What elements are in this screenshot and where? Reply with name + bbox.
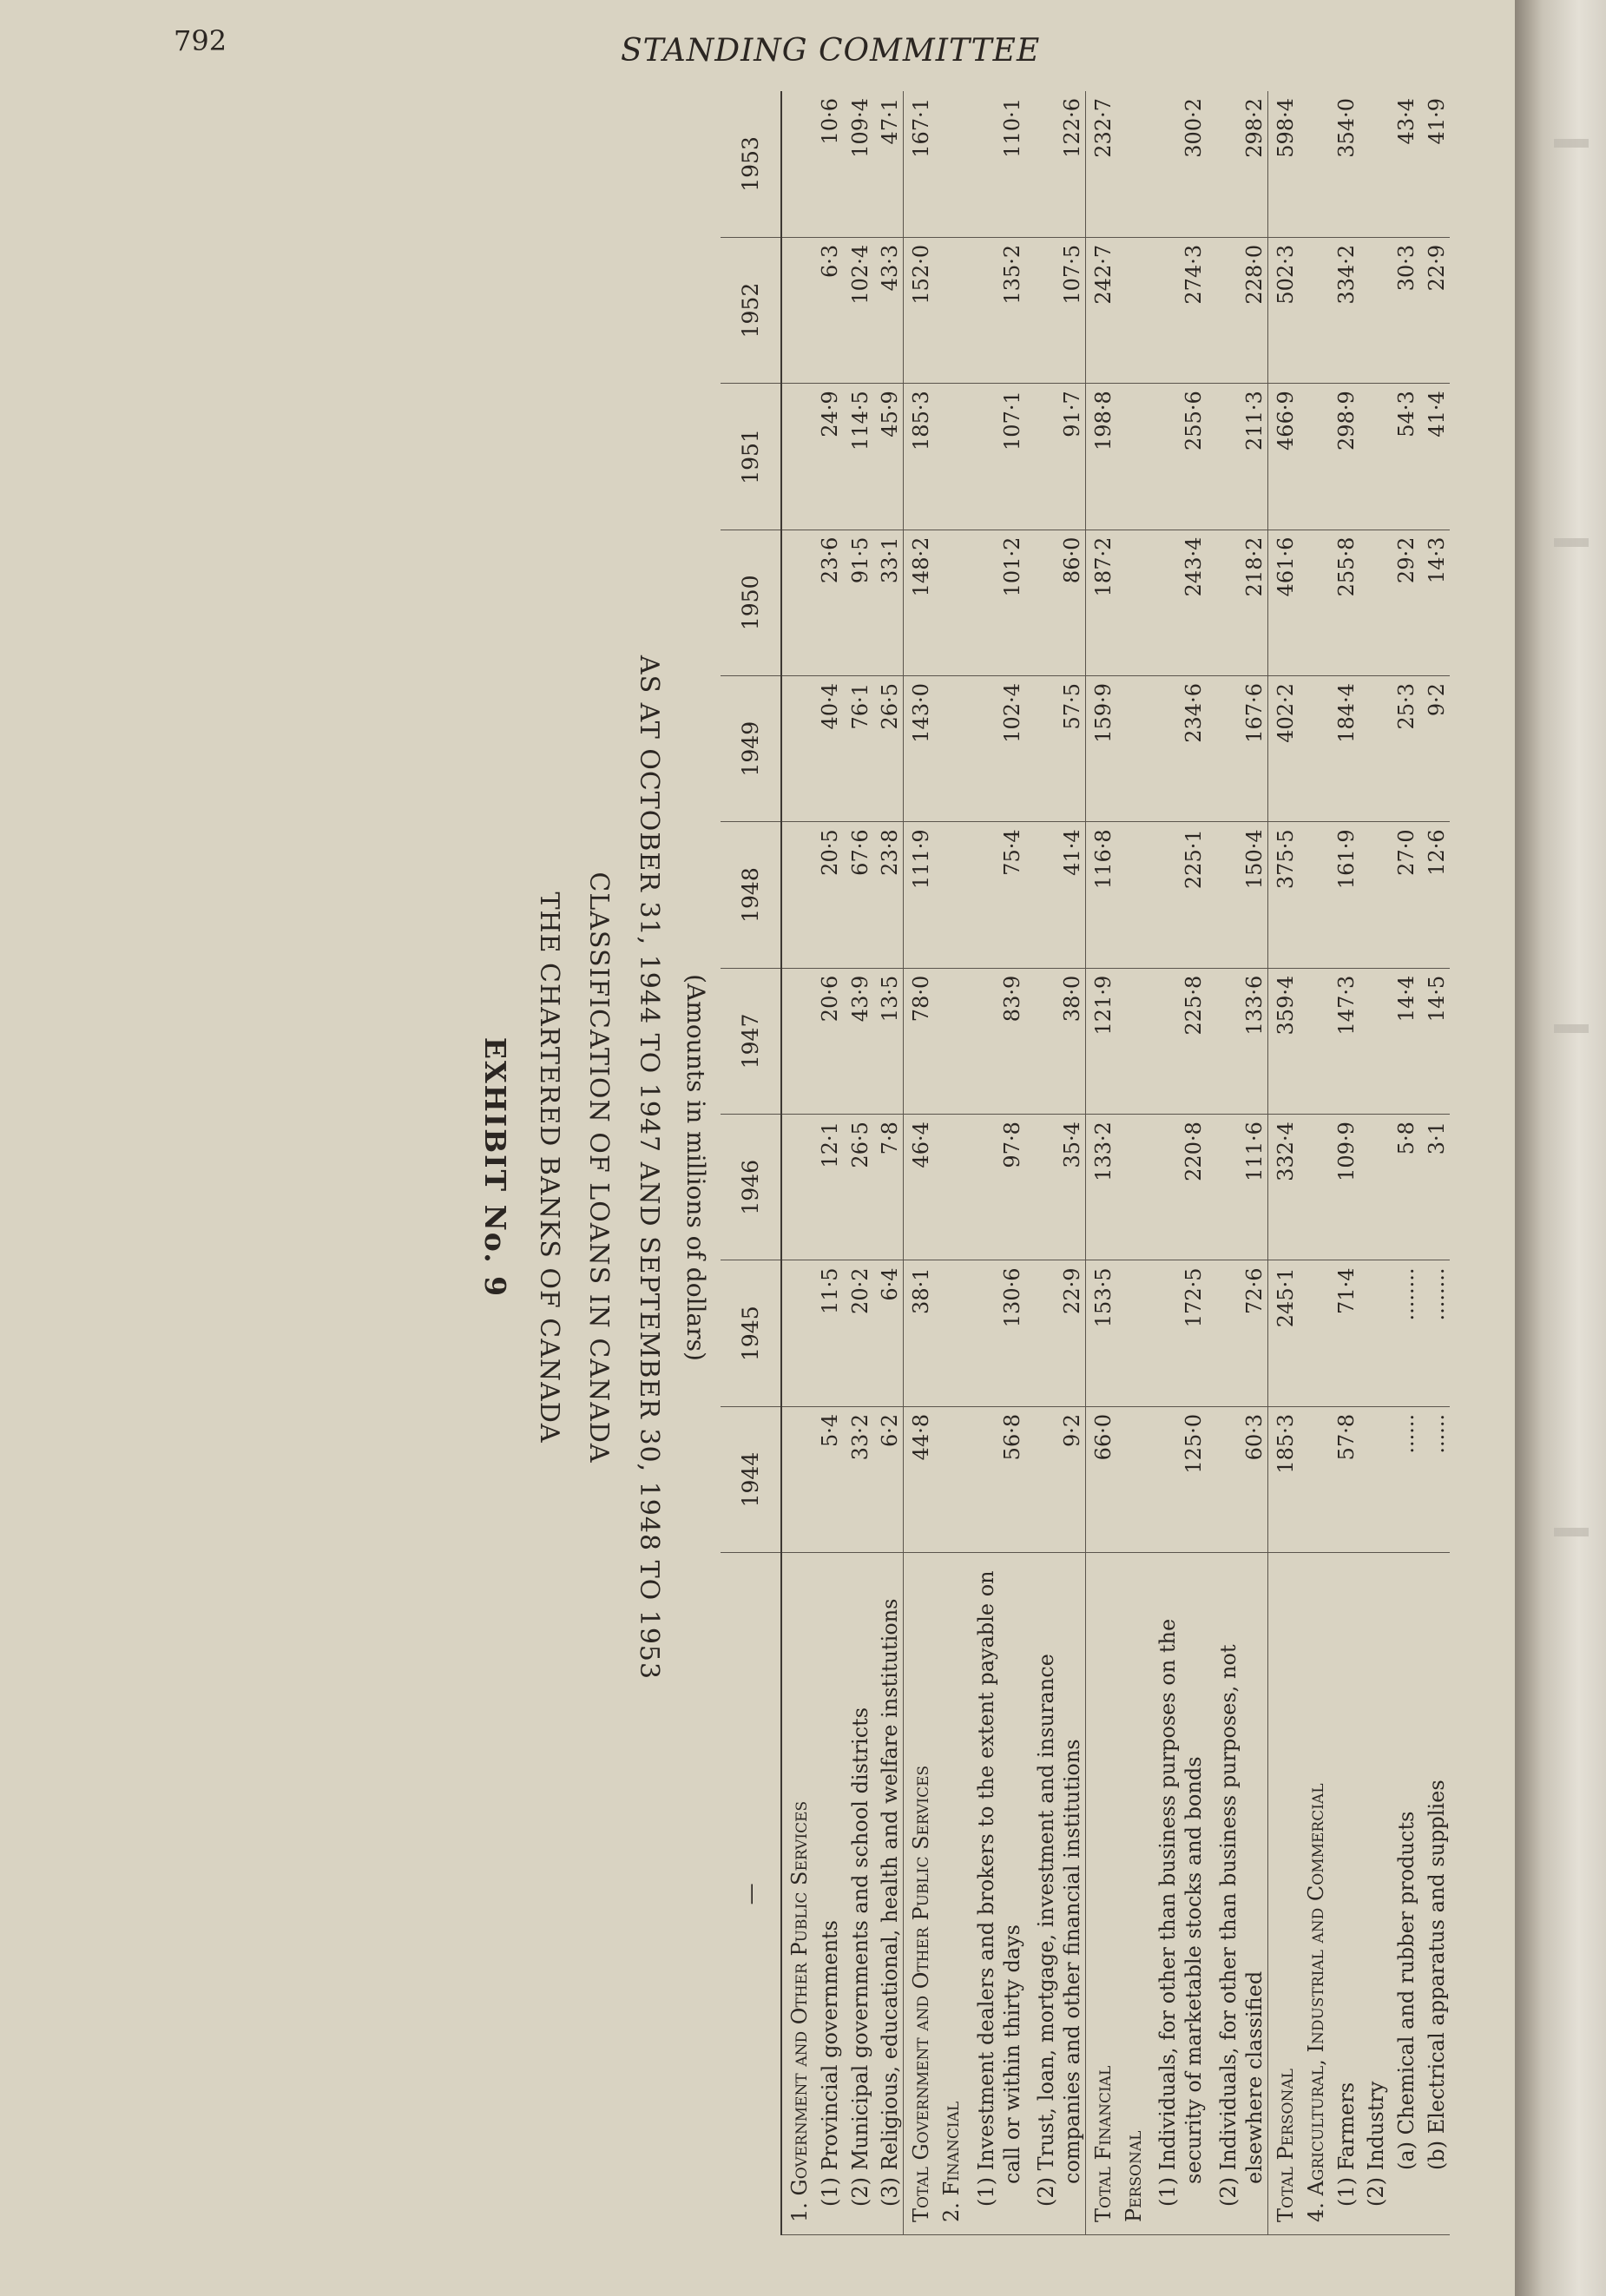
table-cell <box>1116 1260 1147 1406</box>
rotated-exhibit <box>234 91 1450 2244</box>
row-label: (2) Trust, loan, mortgage, investment and insurance companies and other financial institutions <box>1025 1553 1086 2235</box>
table-cell: 44·8 <box>904 1406 934 1552</box>
table-cell: 185·3 <box>904 384 934 530</box>
table-cell: 30·3 <box>1389 237 1419 383</box>
table-row <box>1299 91 1329 2235</box>
table-cell: 26·5 <box>843 1115 873 1260</box>
table-cell: 67·6 <box>843 822 873 968</box>
table-cell <box>934 384 964 530</box>
table-cell: 24·9 <box>813 384 843 530</box>
total-label: Total Personal <box>1268 1553 1299 2235</box>
table-cell <box>1299 1260 1329 1406</box>
table-cell: 57·8 <box>1329 1406 1359 1552</box>
table-cell: 359·4 <box>1268 968 1299 1114</box>
table-cell: 232·7 <box>1086 91 1116 237</box>
table-cell: 75·4 <box>964 822 1025 968</box>
table-cell: ........ <box>1419 1260 1450 1406</box>
table-row <box>1268 91 1299 2235</box>
table-cell: 116·8 <box>1086 822 1116 968</box>
table-cell: 147·3 <box>1329 968 1359 1114</box>
table-cell <box>934 1115 964 1260</box>
table-cell: 243·4 <box>1147 530 1208 675</box>
table-cell <box>781 968 813 1114</box>
table-cell: 332·4 <box>1268 1115 1299 1260</box>
row-label: (2) Industry <box>1359 1553 1390 2235</box>
table-cell <box>934 237 964 383</box>
table-cell <box>1359 91 1390 237</box>
year-header: 1946 <box>721 1115 781 1260</box>
table-cell <box>1299 237 1329 383</box>
table-cell <box>1299 530 1329 675</box>
table-row <box>1025 91 1086 2235</box>
table-cell: 101·2 <box>964 530 1025 675</box>
table-cell: 43·3 <box>873 237 904 383</box>
table-cell: 109·9 <box>1329 1115 1359 1260</box>
table-cell <box>1359 384 1390 530</box>
table-cell: 466·9 <box>1268 384 1299 530</box>
table-cell: 122·6 <box>1025 91 1086 237</box>
bleed-through-mark <box>1554 1024 1589 1033</box>
table-cell: 9·2 <box>1025 1406 1086 1552</box>
table-cell: 598·4 <box>1268 91 1299 237</box>
table-row <box>1389 91 1419 2235</box>
table-cell <box>1359 676 1390 822</box>
row-label: (b) Electrical apparatus and supplies <box>1419 1553 1450 2235</box>
table-cell: 6·3 <box>813 237 843 383</box>
table-cell: 167·1 <box>904 91 934 237</box>
table-cell <box>1299 822 1329 968</box>
table-row <box>843 91 873 2235</box>
table-cell <box>1359 1115 1390 1260</box>
bank-title: THE CHARTERED BANKS OF CANADA <box>534 891 564 1444</box>
table-cell <box>1116 968 1147 1114</box>
table-cell <box>1116 1406 1147 1552</box>
table-cell: 38·0 <box>1025 968 1086 1114</box>
table-cell: 375·5 <box>1268 822 1299 968</box>
table-cell <box>781 822 813 968</box>
bleed-through-mark <box>1554 538 1589 547</box>
row-label: (1) Individuals, for other than business purposes on the security of marketable stocks and bonds <box>1147 1553 1208 2235</box>
table-cell: 148·2 <box>904 530 934 675</box>
table-cell <box>934 822 964 968</box>
total-label: Total Financial <box>1086 1553 1116 2235</box>
table-cell: 187·2 <box>1086 530 1116 675</box>
table-cell: 23·6 <box>813 530 843 675</box>
loans-table <box>721 91 1450 2235</box>
table-cell: 72·6 <box>1207 1260 1267 1406</box>
table-cell <box>1359 530 1390 675</box>
table-cell: 159·9 <box>1086 676 1116 822</box>
exhibit-number: EXHIBIT No. 9 <box>478 1036 512 1299</box>
table-cell <box>1116 530 1147 675</box>
table-cell <box>934 91 964 237</box>
year-header: 1945 <box>721 1260 781 1406</box>
table-cell: 107·5 <box>1025 237 1086 383</box>
table-cell: 255·6 <box>1147 384 1208 530</box>
table-cell <box>1359 822 1390 968</box>
table-cell: 22·9 <box>1025 1260 1086 1406</box>
table-cell: 109·4 <box>843 91 873 237</box>
table-cell: 167·6 <box>1207 676 1267 822</box>
table-cell: 218·2 <box>1207 530 1267 675</box>
table-cell: 402·2 <box>1268 676 1299 822</box>
table-cell: 102·4 <box>843 237 873 383</box>
table-cell: 9·2 <box>1419 676 1450 822</box>
table-cell: 354·0 <box>1329 91 1359 237</box>
section-heading: Personal <box>1116 1553 1147 2235</box>
table-cell <box>1299 91 1329 237</box>
classification-title: CLASSIFICATION OF LOANS IN CANADA <box>583 872 614 1464</box>
table-cell: 12·1 <box>813 1115 843 1260</box>
table-cell <box>1299 676 1329 822</box>
table-cell: 10·6 <box>813 91 843 237</box>
table-cell <box>781 1406 813 1552</box>
table-row <box>1147 91 1208 2235</box>
table-cell: 121·9 <box>1086 968 1116 1114</box>
table-cell: 56·8 <box>964 1406 1025 1552</box>
table-row <box>1329 91 1359 2235</box>
table-cell: 245·1 <box>1268 1260 1299 1406</box>
table-cell: 91·5 <box>843 530 873 675</box>
table-cell: 20·5 <box>813 822 843 968</box>
table-cell: 234·6 <box>1147 676 1208 822</box>
table-cell: 130·6 <box>964 1260 1025 1406</box>
table-row <box>904 91 934 2235</box>
dates-title: AS AT OCTOBER 31, 1944 TO 1947 AND SEPTEMBER 30, 1948 TO 1953 <box>634 655 664 1681</box>
table-cell <box>1359 237 1390 383</box>
table-cell: 184·4 <box>1329 676 1359 822</box>
table-cell: 40·4 <box>813 676 843 822</box>
table-cell: 502·3 <box>1268 237 1299 383</box>
table-cell: 45·9 <box>873 384 904 530</box>
table-cell: 26·5 <box>873 676 904 822</box>
table-cell: 225·8 <box>1147 968 1208 1114</box>
row-label: (1) Provincial governments <box>813 1553 843 2235</box>
table-header-row <box>721 91 781 2235</box>
table-cell <box>1299 1115 1329 1260</box>
table-cell <box>1359 1406 1390 1552</box>
table-cell <box>1299 1406 1329 1552</box>
page-number: 792 <box>174 24 227 57</box>
table-cell: 6·4 <box>873 1260 904 1406</box>
table-cell: 38·1 <box>904 1260 934 1406</box>
table-cell: 60·3 <box>1207 1406 1267 1552</box>
table-cell: 14·3 <box>1419 530 1450 675</box>
table-cell <box>1359 968 1390 1114</box>
table-cell: 41·4 <box>1025 822 1086 968</box>
table-cell: 102·4 <box>964 676 1025 822</box>
row-label: (2) Individuals, for other than business purposes, not elsewhere classified <box>1207 1553 1267 2235</box>
table-row <box>1116 91 1147 2235</box>
table-cell: 6·2 <box>873 1406 904 1552</box>
year-header: 1948 <box>721 822 781 968</box>
table-cell <box>1116 91 1147 237</box>
bleed-through-mark <box>1554 139 1589 148</box>
table-cell <box>781 676 813 822</box>
table-cell: 185·3 <box>1268 1406 1299 1552</box>
table-cell: 461·6 <box>1268 530 1299 675</box>
table-cell: 161·9 <box>1329 822 1359 968</box>
table-row <box>1359 91 1390 2235</box>
table-cell: 228·0 <box>1207 237 1267 383</box>
table-cell: 22·9 <box>1419 237 1450 383</box>
table-cell: 11·5 <box>813 1260 843 1406</box>
table-cell: 133·6 <box>1207 968 1267 1114</box>
table-row <box>873 91 904 2235</box>
year-header: 1952 <box>721 237 781 383</box>
table-cell: 41·4 <box>1419 384 1450 530</box>
table-cell <box>1116 676 1147 822</box>
table-row <box>1207 91 1267 2235</box>
table-row <box>934 91 964 2235</box>
table-row <box>1419 91 1450 2235</box>
section-heading: 1. Government and Other Public Services <box>781 1553 813 2235</box>
table-cell <box>781 384 813 530</box>
table-cell: 27·0 <box>1389 822 1419 968</box>
table-cell: ...... <box>1389 1406 1419 1552</box>
table-cell: 152·0 <box>904 237 934 383</box>
table-cell: 20·2 <box>843 1260 873 1406</box>
table-cell: 41·9 <box>1419 91 1450 237</box>
table-cell: 153·5 <box>1086 1260 1116 1406</box>
row-label: (1) Investment dealers and brokers to the extent payable on call or within thirty days <box>964 1553 1025 2235</box>
book-spine <box>1515 0 1606 2296</box>
table-cell: 54·3 <box>1389 384 1419 530</box>
table-cell <box>1116 822 1147 968</box>
units-note: (Amounts in millions of dollars) <box>681 974 710 1361</box>
table-cell <box>1299 384 1329 530</box>
table-cell: 334·2 <box>1329 237 1359 383</box>
table-cell: 255·8 <box>1329 530 1359 675</box>
stub-header: — <box>721 1553 781 2235</box>
table-cell: 86·0 <box>1025 530 1086 675</box>
table-cell: ........ <box>1389 1260 1419 1406</box>
table-cell: 3·1 <box>1419 1115 1450 1260</box>
section-heading: 2. Financial <box>934 1553 964 2235</box>
table-cell <box>1116 237 1147 383</box>
table-cell: 274·3 <box>1147 237 1208 383</box>
table-cell: 150·4 <box>1207 822 1267 968</box>
table-cell: 110·1 <box>964 91 1025 237</box>
table-cell: 225·1 <box>1147 822 1208 968</box>
table-cell: 46·4 <box>904 1115 934 1260</box>
table-cell <box>781 91 813 237</box>
table-cell: 25·3 <box>1389 676 1419 822</box>
row-label: (a) Chemical and rubber products <box>1389 1553 1419 2235</box>
table-cell: 47·1 <box>873 91 904 237</box>
table-cell <box>781 1260 813 1406</box>
table-cell: 97·8 <box>964 1115 1025 1260</box>
table-row <box>813 91 843 2235</box>
year-header: 1947 <box>721 968 781 1114</box>
table-row <box>1086 91 1116 2235</box>
table-cell: 76·1 <box>843 676 873 822</box>
year-header: 1953 <box>721 91 781 237</box>
table-cell: 135·2 <box>964 237 1025 383</box>
table-body <box>781 91 1450 2235</box>
table-cell: 111·6 <box>1207 1115 1267 1260</box>
table-cell <box>934 530 964 675</box>
table-cell: 83·9 <box>964 968 1025 1114</box>
table-cell: 57·5 <box>1025 676 1086 822</box>
table-cell: 172·5 <box>1147 1260 1208 1406</box>
table-cell <box>934 676 964 822</box>
table-cell: 33·1 <box>873 530 904 675</box>
table-row <box>964 91 1025 2235</box>
table-cell <box>934 1406 964 1552</box>
year-header: 1949 <box>721 676 781 822</box>
row-label: (3) Religious, educational, health and welfare institutions <box>873 1553 904 2235</box>
bleed-through-mark <box>1554 1528 1589 1536</box>
table-cell: 20·6 <box>813 968 843 1114</box>
table-cell: 143·0 <box>904 676 934 822</box>
table-cell <box>781 237 813 383</box>
table-cell: 29·2 <box>1389 530 1419 675</box>
table-cell <box>1116 1115 1147 1260</box>
table-cell: 23·8 <box>873 822 904 968</box>
year-header: 1944 <box>721 1406 781 1552</box>
table-cell <box>1299 968 1329 1114</box>
table-cell: 111·9 <box>904 822 934 968</box>
total-label: Total Government and Other Public Services <box>904 1553 934 2235</box>
table-cell: 298·9 <box>1329 384 1359 530</box>
year-header: 1950 <box>721 530 781 675</box>
table-cell <box>1116 384 1147 530</box>
table-cell: 7·8 <box>873 1115 904 1260</box>
table-cell <box>781 530 813 675</box>
table-cell: 43·4 <box>1389 91 1419 237</box>
table-cell: 198·8 <box>1086 384 1116 530</box>
table-cell: 71·4 <box>1329 1260 1359 1406</box>
table-cell: 211·3 <box>1207 384 1267 530</box>
table-cell: 43·9 <box>843 968 873 1114</box>
row-label: (2) Municipal governments and school districts <box>843 1553 873 2235</box>
table-cell: 114·5 <box>843 384 873 530</box>
table-cell: 78·0 <box>904 968 934 1114</box>
table-cell: 220·8 <box>1147 1115 1208 1260</box>
table-cell: 91·7 <box>1025 384 1086 530</box>
table-cell: 12·6 <box>1419 822 1450 968</box>
table-cell <box>781 1115 813 1260</box>
table-cell: 35·4 <box>1025 1115 1086 1260</box>
table-cell: 33·2 <box>843 1406 873 1552</box>
year-header: 1951 <box>721 384 781 530</box>
table-cell: 13·5 <box>873 968 904 1114</box>
table-cell <box>934 968 964 1114</box>
table-cell: 107·1 <box>964 384 1025 530</box>
table-row <box>781 91 813 2235</box>
table-cell: 66·0 <box>1086 1406 1116 1552</box>
table-cell: ...... <box>1419 1406 1450 1552</box>
table-cell: 5·4 <box>813 1406 843 1552</box>
table-cell: 300·2 <box>1147 91 1208 237</box>
running-head: STANDING COMMITTEE <box>621 33 1041 69</box>
table-cell: 133·2 <box>1086 1115 1116 1260</box>
table-cell: 125·0 <box>1147 1406 1208 1552</box>
table-cell <box>934 1260 964 1406</box>
row-label: (1) Farmers <box>1329 1553 1359 2235</box>
table-cell <box>1359 1260 1390 1406</box>
table-cell: 5·8 <box>1389 1115 1419 1260</box>
section-heading: 4. Agricultural, Industrial and Commercial <box>1299 1553 1329 2235</box>
table-cell: 242·7 <box>1086 237 1116 383</box>
table-cell: 14·5 <box>1419 968 1450 1114</box>
table-cell: 298·2 <box>1207 91 1267 237</box>
table-cell: 14·4 <box>1389 968 1419 1114</box>
